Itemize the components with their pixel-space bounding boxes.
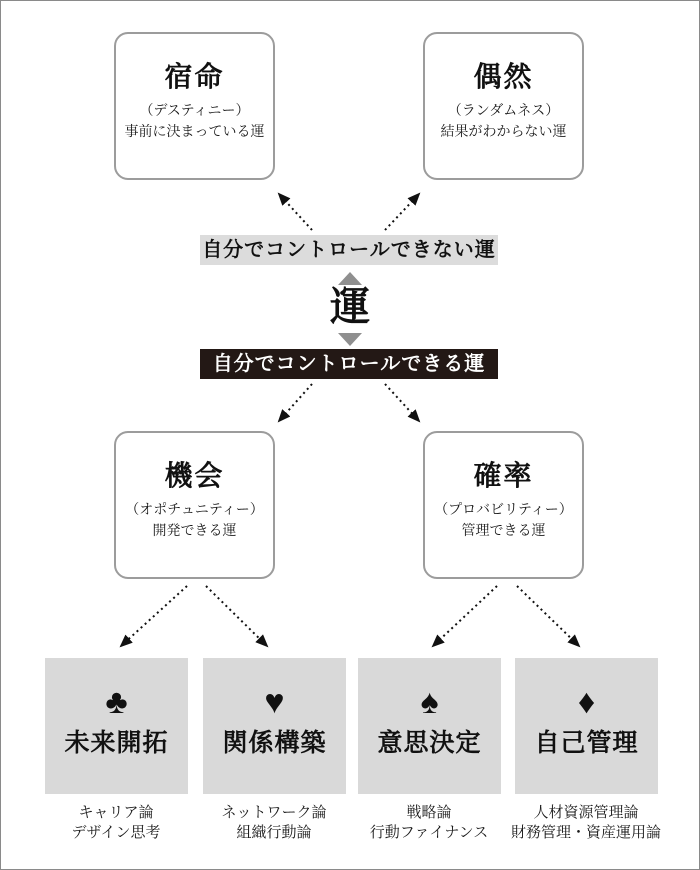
caption-line: 組織行動論 bbox=[236, 824, 312, 841]
relationship-building-label: 関係構築 bbox=[222, 728, 327, 757]
down-triangle-icon bbox=[338, 333, 362, 346]
decision-making-label: 意思決定 bbox=[377, 728, 482, 757]
randomness-box bbox=[423, 32, 584, 180]
opportunity-subtitle: （オポチュニティー） bbox=[125, 501, 264, 517]
randomness-title: 偶然 bbox=[473, 61, 534, 92]
controllable-luck-bar: 自分でコントロールできる運 bbox=[200, 349, 498, 379]
caption-line: キャリア論 bbox=[78, 804, 154, 821]
caption-line: 財務管理・資産運用論 bbox=[510, 824, 661, 841]
randomness-subtitle: （ランダムネス） bbox=[447, 102, 560, 118]
heart-icon: ♥ bbox=[264, 682, 285, 721]
self-management-fields bbox=[491, 803, 681, 843]
self-management-label: 自己管理 bbox=[534, 728, 639, 757]
uncontrollable-luck-bar: 自分でコントロールできない運 bbox=[200, 235, 498, 265]
opportunity-title: 機会 bbox=[164, 460, 225, 491]
spade-icon: ♠ bbox=[420, 682, 439, 721]
up-triangle-icon bbox=[338, 272, 362, 285]
opportunity-desc: 開発できる運 bbox=[152, 522, 237, 538]
probability-desc: 管理できる運 bbox=[461, 522, 546, 538]
club-icon: ♣ bbox=[105, 682, 128, 721]
fate-box bbox=[114, 32, 275, 180]
diamond-icon: ♦ bbox=[577, 682, 596, 721]
fate-subtitle: （デスティニー） bbox=[139, 102, 250, 118]
future-pioneering-label: 未来開拓 bbox=[64, 728, 169, 757]
caption-line: デザイン思考 bbox=[71, 824, 161, 841]
randomness-desc: 結果がわからない運 bbox=[440, 123, 567, 139]
opportunity-box bbox=[114, 431, 275, 579]
caption-line: 人材資源管理論 bbox=[533, 804, 639, 821]
probability-subtitle: （プロバビリティー） bbox=[434, 501, 573, 517]
future-pioneering-card bbox=[45, 658, 188, 794]
probability-box bbox=[423, 431, 584, 579]
self-management-card bbox=[515, 658, 658, 794]
fate-desc: 事前に決まっている運 bbox=[124, 123, 265, 139]
probability-title: 確率 bbox=[473, 460, 534, 491]
caption-line: ネットワーク論 bbox=[221, 804, 327, 821]
relationship-building-card bbox=[203, 658, 346, 794]
caption-line: 行動ファイナンス bbox=[369, 824, 489, 841]
decision-making-card bbox=[358, 658, 501, 794]
caption-line: 戦略論 bbox=[406, 804, 452, 821]
luck-node bbox=[319, 272, 381, 346]
fate-title: 宿命 bbox=[164, 61, 225, 92]
luck-label: 運 bbox=[330, 285, 370, 329]
